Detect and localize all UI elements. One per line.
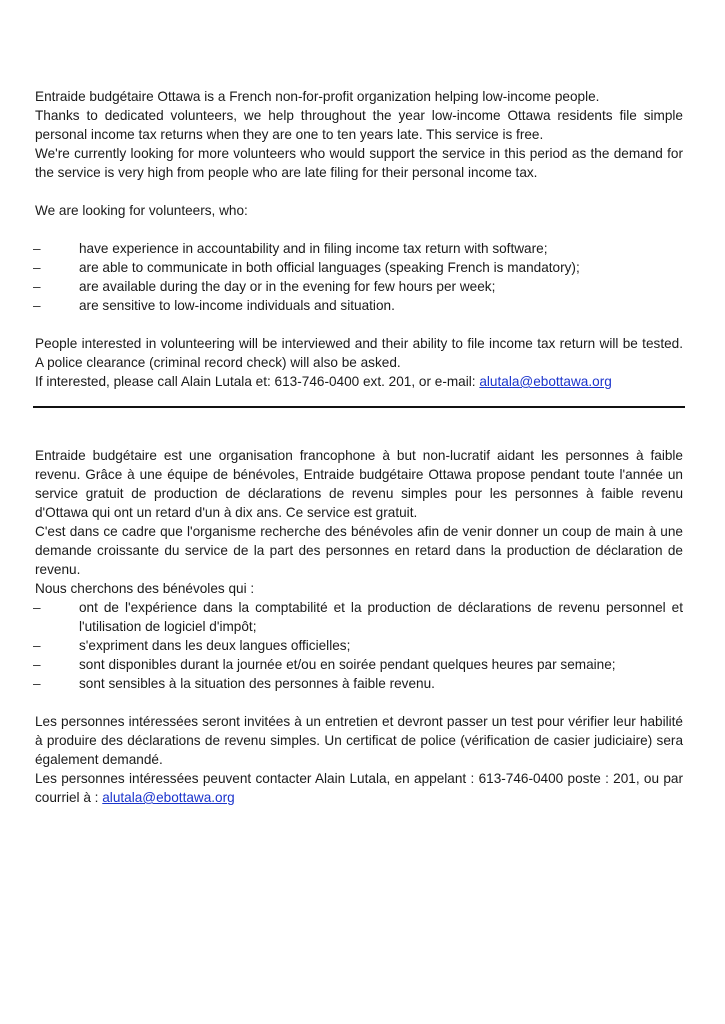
spacer bbox=[35, 408, 683, 446]
spacer bbox=[35, 315, 683, 334]
fr-contact: Les personnes intéressées peuvent contacter Alain Lutala, en appelant : 613-746-0400 poste : 201, ou par courriel à : alutala@ebottawa.org bbox=[35, 771, 683, 805]
fr-list-intro: Nous cherchons des bénévoles qui : bbox=[35, 581, 255, 596]
dash-bullet-icon: – bbox=[33, 638, 41, 653]
spacer bbox=[35, 391, 683, 406]
fr-email-link[interactable]: alutala@ebottawa.org bbox=[102, 790, 235, 805]
fr-requirements-list bbox=[35, 598, 683, 693]
document-page bbox=[35, 87, 683, 807]
list-item: – are able to communicate in both official languages (speaking French is mandatory); bbox=[33, 260, 580, 275]
fr-intro: Entraide budgétaire est une organisation francophone à but non-lucratif aidant les personnes à faible revenu. Grâce à une équipe de bénévoles, Entraide budgétaire Ottawa propose pendant toute l'année un service gratuit de production de déclarations de revenu simples pour les personnes à faible revenu d'Ottawa qui ont un retard d'un à dix ans. Ce service est gratuit. bbox=[35, 448, 683, 520]
en-intro: Entraide budgétaire Ottawa is a French non-for-profit organization helping low-income people. bbox=[35, 89, 600, 104]
en-thanks: Thanks to dedicated volunteers, we help throughout the year low-income Ottawa residents file simple personal income tax returns when they are one to ten years late. This service is free. bbox=[35, 108, 683, 142]
english-section bbox=[35, 87, 683, 391]
dash-bullet-icon: – bbox=[33, 600, 41, 615]
spacer bbox=[35, 220, 683, 239]
list-item: – are available during the day or in the evening for few hours per week; bbox=[33, 279, 496, 294]
dash-bullet-icon: – bbox=[33, 657, 41, 672]
en-interview: People interested in volunteering will be interviewed and their ability to file income tax return will be tested. A police clearance (criminal record check) will also be asked. bbox=[35, 336, 683, 370]
list-item: – s'expriment dans les deux langues officielles; bbox=[33, 638, 351, 653]
french-section bbox=[35, 446, 683, 807]
list-item: – ont de l'expérience dans la comptabilité et la production de déclarations de revenu personnel et l'utilisation de logiciel d'impôt; bbox=[33, 600, 683, 634]
list-item: – sont disponibles durant la journée et/ou en soirée pendant quelques heures par semaine; bbox=[33, 657, 616, 672]
list-item: – have experience in accountability and in filing income tax return with software; bbox=[33, 241, 548, 256]
dash-bullet-icon: – bbox=[33, 298, 41, 313]
en-looking: We're currently looking for more volunteers who would support the service in this period as the demand for the service is very high from people who are late filing for their personal income tax. bbox=[35, 146, 683, 180]
dash-bullet-icon: – bbox=[33, 279, 41, 294]
en-list-intro: We are looking for volunteers, who: bbox=[35, 203, 248, 218]
dash-bullet-icon: – bbox=[33, 676, 41, 691]
dash-bullet-icon: – bbox=[33, 260, 41, 275]
en-email-link[interactable]: alutala@ebottawa.org bbox=[479, 374, 612, 389]
spacer bbox=[35, 693, 683, 712]
fr-context: C'est dans ce cadre que l'organisme recherche des bénévoles afin de venir donner un coup de main à une demande croissante du service de la part des personnes en retard dans la production de déclaration de revenu. bbox=[35, 524, 683, 577]
dash-bullet-icon: – bbox=[33, 241, 41, 256]
fr-interview: Les personnes intéressées seront invitées à un entretien et devront passer un test pour vérifier leur habilité à produire des déclarations de revenu simples. Un certificat de police (vérification de casier judiciaire) sera également demandé. bbox=[35, 714, 683, 767]
list-item: – are sensitive to low-income individuals and situation. bbox=[33, 298, 395, 313]
list-item: – sont sensibles à la situation des personnes à faible revenu. bbox=[33, 676, 435, 691]
en-requirements-list bbox=[35, 239, 683, 315]
spacer bbox=[35, 182, 683, 201]
en-contact: If interested, please call Alain Lutala et: 613-746-0400 ext. 201, or e-mail: alutala@ebottawa.org bbox=[35, 374, 612, 389]
